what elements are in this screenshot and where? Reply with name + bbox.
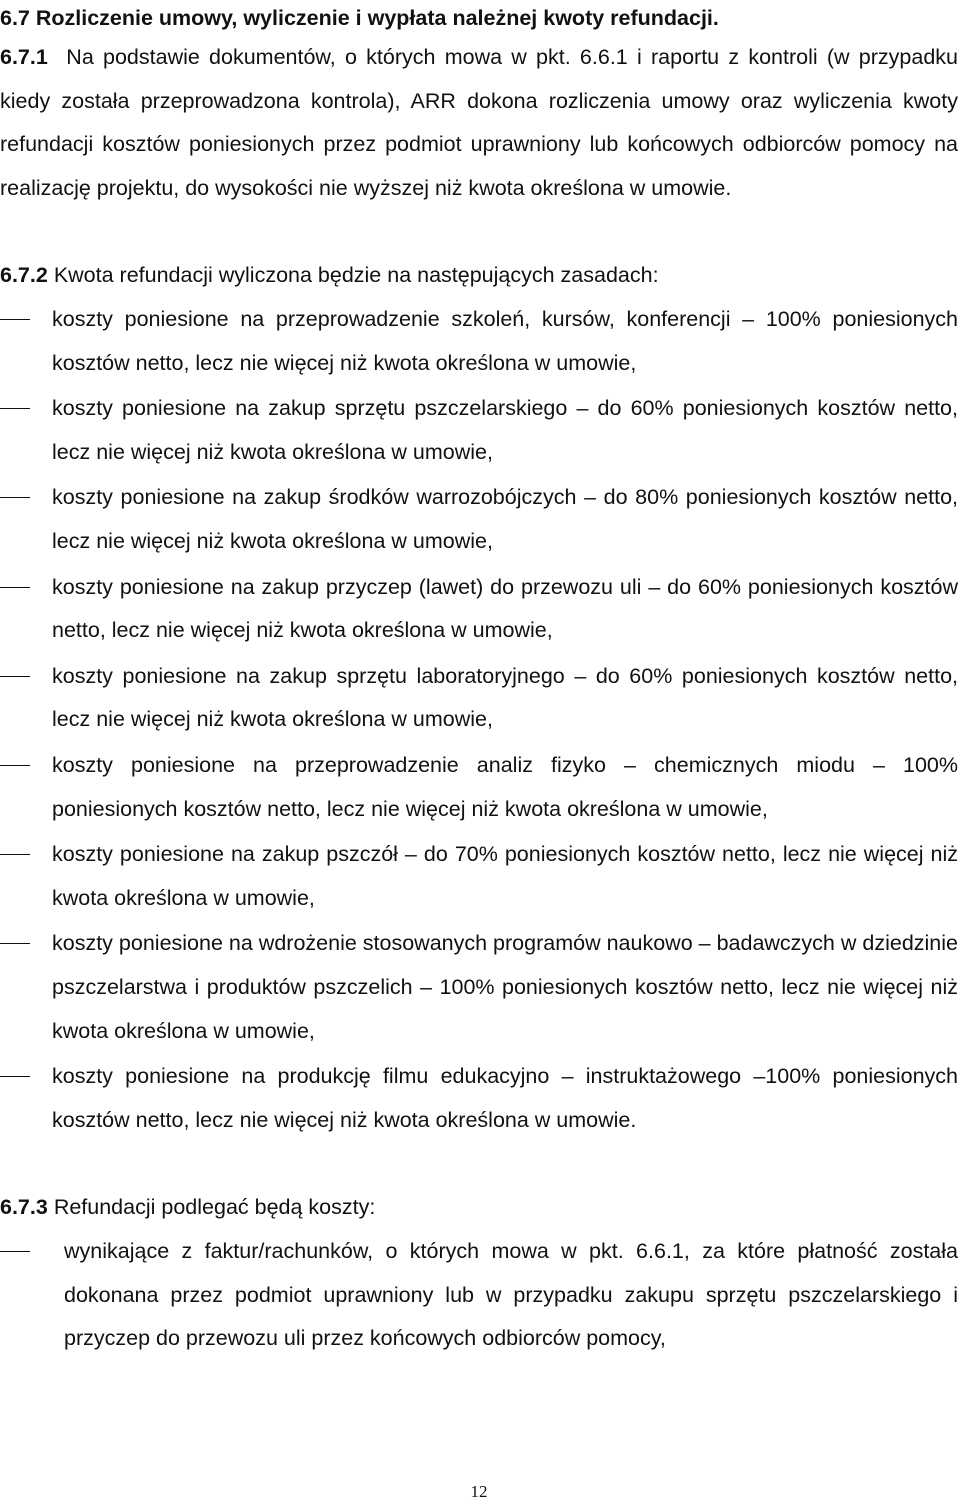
list-item: [0, 744, 958, 831]
list-item: [0, 655, 958, 742]
section-number: 6.7.3: [0, 1195, 48, 1219]
paragraph-text: Na podstawie dokumentów, o których mowa w pkt. 6.6.1 i raportu z kontroli (w przypadku kiedy została przeprowadzona kontrola), ARR dokona rozliczenia umowy oraz wyliczenia kwoty refundacji kosztów poniesionych przez podmiot uprawniony lub końcowych odbiorców pomocy na realizację projektu, do wysokości nie wyższej niż kwota określona w umowie.: [0, 45, 958, 200]
list-item-text: koszty poniesione na produkcję filmu edukacyjno – instruktażowego –100% poniesionych kosztów netto, lecz nie więcej niż kwota określona w umowie.: [52, 1064, 958, 1132]
dash-bullet: [0, 408, 30, 409]
list-item-text: koszty poniesione na zakup pszczół – do 70% poniesionych kosztów netto, lecz nie więcej niż kwota określona w umowie,: [52, 842, 958, 910]
paragraph-6-7-1: [0, 36, 958, 210]
list-item-text: koszty poniesione na przeprowadzenie analiz fizyko – chemicznych miodu – 100% poniesionych kosztów netto, lecz nie więcej niż kwota określona w umowie,: [52, 752, 958, 821]
list-item-text: koszty poniesione na wdrożenie stosowanych programów naukowo – badawczych w dziedzinie pszczelarstwa i produktów pszczelich – 100% poniesionych kosztów netto, lecz nie więcej niż kwota określona w umowie,: [52, 931, 958, 1043]
paragraph-text: Kwota refundacji wyliczona będzie na następujących zasadach:: [53, 263, 659, 287]
list-item: [0, 1230, 958, 1361]
list-item: [0, 922, 958, 1053]
list-item: [0, 1055, 958, 1142]
list-item: [0, 833, 958, 920]
refundable-costs-list: [0, 1230, 958, 1363]
dash-bullet: [0, 765, 30, 766]
dash-bullet: [0, 1076, 30, 1077]
list-item-text: koszty poniesione na przeprowadzenie szkoleń, kursów, konferencji – 100% poniesionych kosztów netto, lecz nie więcej niż kwota określona w umowie,: [52, 307, 958, 375]
list-item: [0, 566, 958, 653]
list-item: [0, 298, 958, 385]
refund-rules-list: [0, 298, 958, 1144]
dash-bullet: [0, 497, 30, 498]
dash-bullet: [0, 1251, 30, 1252]
dash-bullet: [0, 854, 30, 855]
dash-bullet: [0, 587, 30, 588]
section-heading: 6.7 Rozliczenie umowy, wyliczenie i wypłata należnej kwoty refundacji.: [0, 6, 719, 30]
page-number: 12: [470, 1482, 488, 1501]
paragraph-6-7-3: [0, 1186, 958, 1230]
list-item-text: koszty poniesione na zakup sprzętu pszczelarskiego – do 60% poniesionych kosztów netto, lecz nie więcej niż kwota określona w umowie,: [52, 396, 958, 464]
list-item-text: koszty poniesione na zakup sprzętu laboratoryjnego – do 60% poniesionych kosztów netto, lecz nie więcej niż kwota określona w umowie,: [52, 663, 958, 732]
section-number: 6.7.2: [0, 263, 48, 287]
dash-bullet: [0, 319, 30, 320]
list-item-text: koszty poniesione na zakup przyczep (lawet) do przewozu uli – do 60% poniesionych kosztów netto, lecz nie więcej niż kwota określona w umowie,: [52, 574, 958, 643]
section-number: 6.7.1: [0, 45, 48, 69]
list-item: [0, 387, 958, 474]
paragraph-text: Refundacji podlegać będą koszty:: [53, 1195, 376, 1219]
paragraph-6-7-2: [0, 254, 958, 298]
dash-bullet: [0, 943, 30, 944]
list-item-text: wynikające z faktur/rachunków, o których mowa w pkt. 6.6.1, za które płatność została dokonana przez podmiot uprawniony lub w przypadku zakupu sprzętu pszczelarskiego i przyczep do przewozu uli przez końcowych odbiorców pomocy,: [64, 1239, 958, 1351]
list-item: [0, 476, 958, 563]
dash-bullet: [0, 676, 30, 677]
list-item-text: koszty poniesione na zakup środków warrozobójczych – do 80% poniesionych kosztów netto, lecz nie więcej niż kwota określona w umowie,: [52, 485, 958, 553]
